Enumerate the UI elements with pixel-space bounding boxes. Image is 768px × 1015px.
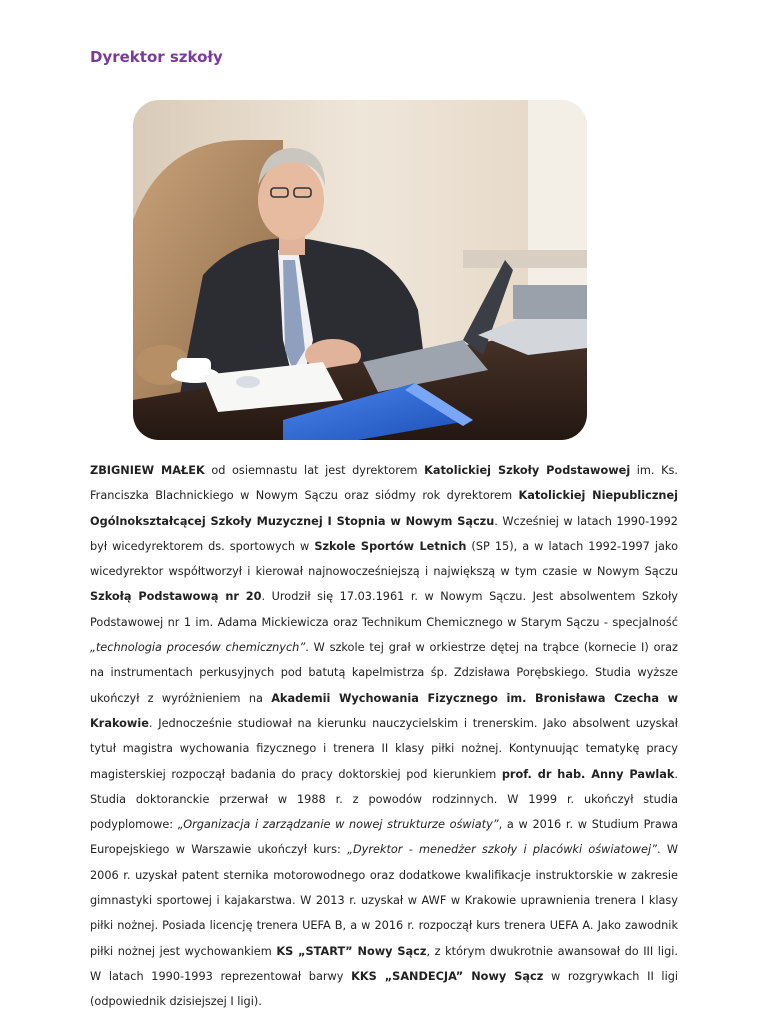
postgraduate-course: „Organizacja i zarządzanie w nowej strukturze oświaty”	[177, 818, 499, 832]
primary-school-20-name: Szkołą Podstawową nr 20	[90, 590, 262, 604]
page-title: Dyrektor szkoły	[90, 48, 223, 66]
bio-text: . Wcześniej w latach 1990-1992 był wicedyrektorem ds. sportowych w	[90, 514, 678, 553]
bio-text: . W 2006 r. uzyskał patent sternika motorowodnego oraz dodatkowe kwalifikacje instruktorskie w zakresie gimnastyki sportowej i kajakarstwa. W 2013 r. uzyskał w AWF w Krakowie uprawnienia trenera I klasy piłki nożnej. Posiada licencję trenera UEFA B, a w 2016 r. rozpoczął kurs trenera UEFA A. Jako zawodnik piłki nożnej jest wychowankiem	[90, 843, 678, 958]
bio-text: . W szkole tej grał w orkiestrze dętej na trąbce (kornecie I) oraz na instrumentach perkusyjnych pod batutą kapelmistrza śp. Zdzisława Porębskiego. Studia wyższe ukończył z wyróżnieniem na	[90, 641, 678, 705]
director-photo	[133, 100, 587, 440]
bio-text: , z którym dwukrotnie awansował do III ligi. W latach 1990-1993 reprezentował barwy	[90, 944, 678, 983]
director-name: ZBIGNIEW MAŁEK	[90, 464, 205, 477]
school-name: Katolickiej Szkoły Podstawowej	[424, 464, 631, 477]
bio-text: . Studia doktoranckie przerwał w 1988 r. z powodów rodzinnych. W 1999 r. ukończył studia podyplomowe:	[90, 767, 678, 832]
bio-text: . Urodził się 17.03.1961 r. w Nowym Sączu. Jest absolwentem Szkoły Podstawowej nr 1 im. Adama Mickiewicza oraz Technikum Chemicznego w Starym Sączu - specjalność	[90, 590, 678, 629]
bio-text: (SP 15), a w latach 1992-1997 jako wicedyrektor współtworzył i kierował najnowocześniejszą i największą w tym czasie w Nowym Sączu	[90, 539, 678, 579]
specialization: „technologia procesów chemicznych”	[90, 641, 306, 655]
academy-name: Akademii Wychowania Fizycznego im. Bronisława Czecha w Krakowie	[90, 691, 679, 730]
bio-text: im. Ks. Franciszka Blachnickiego w Nowym Sączu oraz siódmy rok dyrektorem	[90, 464, 678, 503]
club-start: KS „START” Nowy Sącz	[276, 944, 427, 958]
bio-text: . Jednocześnie studiował na kierunku nauczycielskim i trenerskim. Jako absolwent uzyskał tytuł magistra wychowania fizycznego i trenera II klasy piłki nożnej. Kontynuując tematykę pracy magisterskiej rozpoczął badania do pracy doktorskiej pod kierunkiem	[90, 716, 678, 781]
bio-text: od osiemnastu lat jest dyrektorem	[204, 464, 425, 477]
management-course: „Dyrektor - menedżer szkoły i placówki oświatowej”	[347, 843, 657, 857]
bio-text: w rozgrywkach II ligi (odpowiednik dzisiejszej I ligi).	[90, 969, 679, 1009]
bio-text: , a w 2016 r. w Studium Prawa Europejskiego w Warszawie ukończył kurs:	[90, 818, 678, 857]
music-school-name: Katolickiej Niepublicznej Ogólnokształcącej Szkoły Muzycznej I Stopnia w Nowym Sączu	[90, 489, 678, 528]
supervisor-name: prof. dr hab. Anny Pawlak	[501, 767, 675, 781]
director-biography	[90, 458, 678, 1015]
club-sandecja: KKS „SANDECJA” Nowy Sącz	[351, 969, 544, 983]
summer-sports-school-name: Szkole Sportów Letnich	[314, 539, 467, 553]
portrait-photo-icon	[133, 100, 587, 440]
